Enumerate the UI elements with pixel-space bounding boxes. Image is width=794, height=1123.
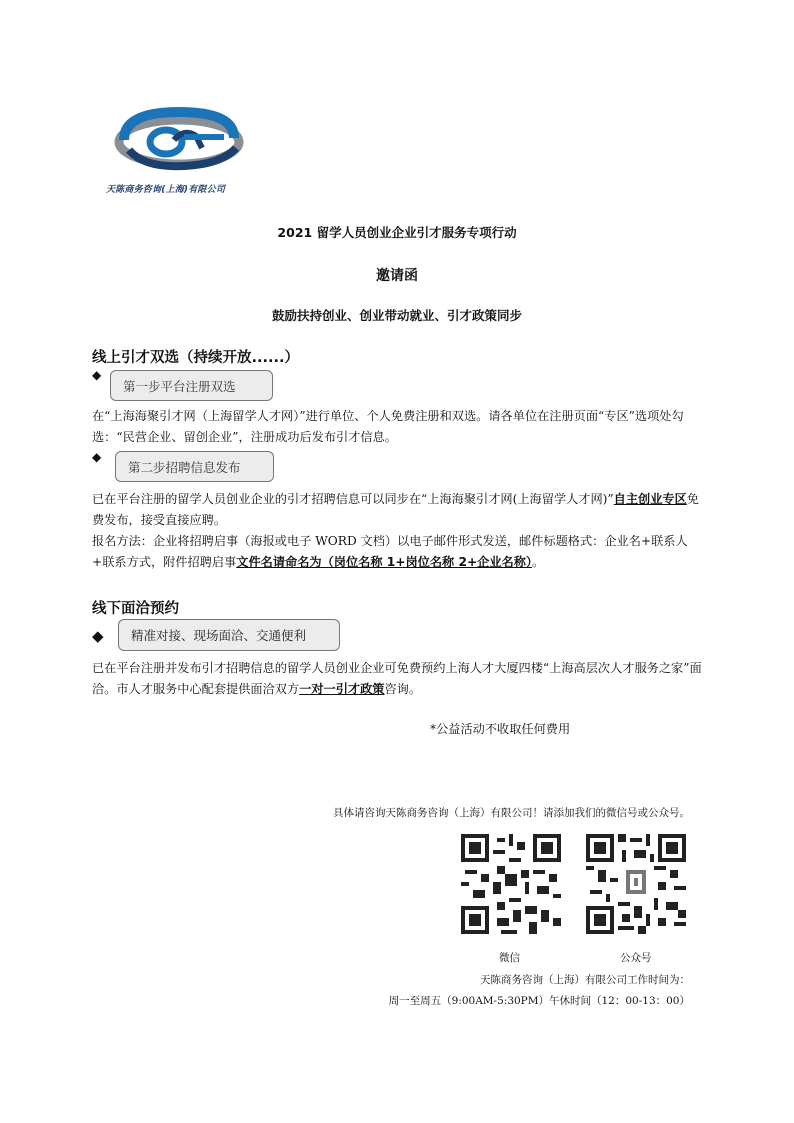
step2-text [92,489,704,531]
step2-text-part: 免费发布，接受直接应聘。 [92,492,699,527]
offline-section-title: 线下面洽预约 [92,601,179,617]
offline-text [92,658,704,700]
method-text-part: 。 [532,555,545,569]
wechat-label: 微信 [499,952,520,964]
step2-label: 第二步招聘信息发布 [128,459,241,475]
method-text-part: 报名方法：企业将招聘启事（海报或电子 WORD 文档）以电子邮件形式发送，邮件标题格式：企业名+联系人+联系方式，附件招聘启事 [92,534,688,569]
step1-box [110,370,273,401]
step1-label: 第一步平台注册双选 [123,378,236,394]
working-hours: 周一至周五（9:00AM-5:30PM）午休时间（12：00-13：00） [388,995,690,1007]
offline-box-label: 精准对接、现场面洽、交通便利 [131,628,307,643]
bullet-diamond: ◆ [92,368,102,382]
one-on-one-policy: 一对一引才政策 [299,682,385,696]
file-naming-rule: 文件名请命名为（岗位名称 1+岗位名称 2+企业名称） [236,555,532,569]
official-account-qr-code [586,834,686,934]
official-account-label: 公众号 [620,952,652,964]
document-title: 2021 留学人员创业企业引才服务专项行动 [277,225,517,240]
wechat-qr-code [461,834,561,934]
company-logo [104,104,254,194]
offline-box [118,619,340,651]
offline-text-part: 已在平台注册并发布引才招聘信息的留学人员创业企业可免费预约上海人才大厦四楼“上海高层次人才服务之家”面洽。市人才服务中心配套提供面洽双方 [92,661,702,696]
step2-text-part: 已在平台注册的留学人员创业企业的引才招聘信息可以同步在“上海海聚引才网(上海留学人才网)” [92,492,614,506]
logo-caption: 天陈商务咨询(上海)有限公司 [106,185,226,195]
step1-text: 在“上海海聚引才网（上海留学人才网）”进行单位、个人免费注册和双选。请各单位在注册页面“专区”选项处勾选：“民营企业、留创企业”，注册成功后发布引才信息。 [92,409,684,444]
subtitle: 鼓励扶持创业、创业带动就业、引才政策同步 [271,308,522,323]
registration-method [92,531,704,573]
step2-box [115,451,274,482]
offline-text-part: 咨询。 [384,682,422,696]
contact-line: 具体请咨询天陈商务咨询（上海）有限公司！请添加我们的微信号或公众号。 [333,807,690,819]
free-note: *公益活动不收取任何费用 [430,722,571,736]
invitation-heading: 邀请函 [376,268,418,284]
bullet-diamond: ◆ [92,627,104,645]
bullet-diamond: ◆ [92,450,102,464]
working-hours-title: 天陈商务咨询（上海）有限公司工作时间为： [480,974,690,986]
online-section-title: 线上引才双选（持续开放......） [92,350,300,366]
self-startup-zone: 自主创业专区 [613,492,687,506]
